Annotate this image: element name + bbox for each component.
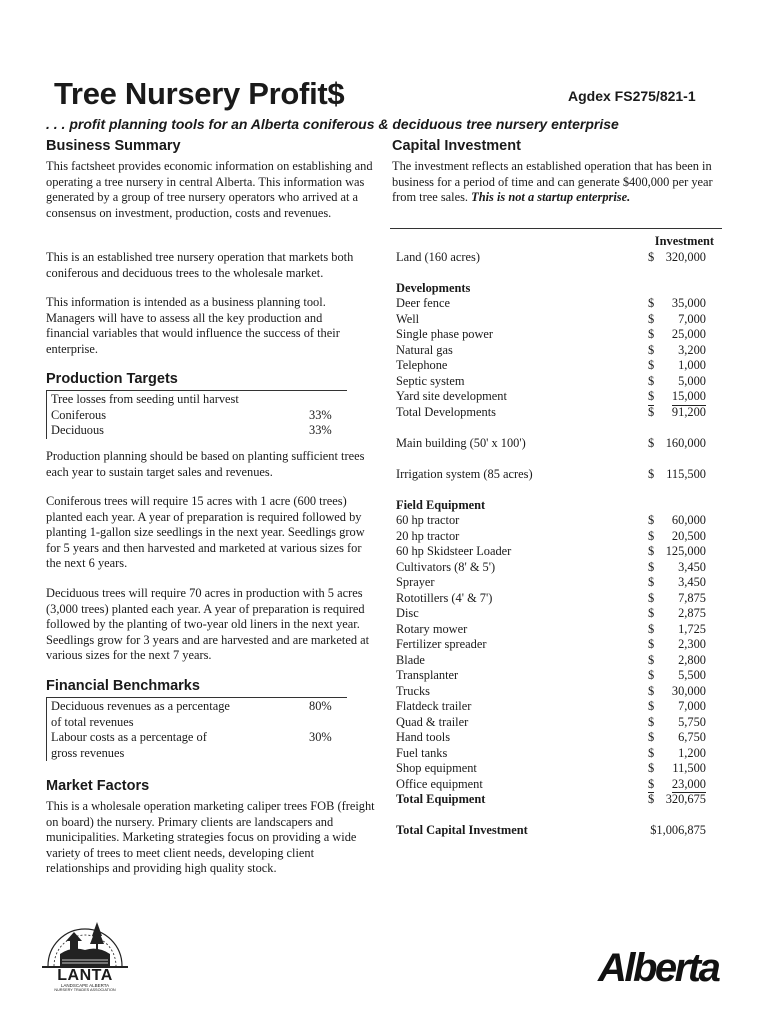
currency-symbol: $ bbox=[648, 683, 655, 698]
lanta-subtext-2: NURSERY TRADES ASSOCIATION bbox=[54, 988, 116, 992]
row-amount: 6,750 bbox=[678, 730, 706, 744]
row-label: Coniferous bbox=[51, 407, 107, 422]
row-label: Labour costs as a percentage of bbox=[51, 730, 207, 745]
row-amount: 2,875 bbox=[678, 606, 706, 620]
benchmarks-table bbox=[46, 697, 347, 761]
row-amount: 7,000 bbox=[678, 699, 706, 713]
currency-symbol: $ bbox=[648, 528, 655, 543]
row-amount: 30,000 bbox=[671, 683, 706, 698]
tree-losses-table bbox=[46, 390, 347, 439]
currency-symbol: $ bbox=[648, 621, 655, 636]
row-label: Deciduous bbox=[51, 423, 104, 438]
main-building-row bbox=[396, 436, 716, 452]
equipment-total-row bbox=[396, 792, 716, 808]
investment-column-header: Investment bbox=[654, 234, 714, 248]
table-row bbox=[396, 560, 716, 576]
row-amount: 3,450 bbox=[678, 575, 706, 589]
row-label: Hand tools bbox=[396, 730, 451, 744]
irrigation-row bbox=[396, 467, 716, 483]
currency-symbol: $ bbox=[648, 590, 655, 605]
currency-symbol: $ bbox=[648, 575, 655, 589]
row-label: Flatdeck trailer bbox=[396, 699, 472, 713]
table-row bbox=[396, 544, 716, 560]
row-amount: 35,000 bbox=[671, 296, 706, 310]
row-label: Rototillers (4' & 7') bbox=[396, 590, 493, 605]
row-label: Septic system bbox=[396, 373, 465, 388]
currency-symbol: $ bbox=[648, 637, 655, 651]
market-factors-paragraph: This is a wholesale operation marketing caliper trees FOB (freight on board) the nursery. Primary clients are landscapers and municipalities. Marketing strategies focus on providing a wide variety of trees to meet client needs, developing client relationships and providing high quality stock. bbox=[46, 799, 375, 876]
developments-heading: Developments bbox=[396, 280, 471, 295]
row-label: Irrigation system (85 acres) bbox=[396, 466, 533, 481]
row-amount: 25,000 bbox=[671, 327, 706, 341]
production-paragraph-3: Deciduous trees will require 70 acres in production with 5 acres (3,000 trees) planted each year. A year of preparation is required followed by the planting of two-year old liners in the next year. Seedlings grow for 3 years and are harvested and are marketed at various sizes for the next 7 years. bbox=[46, 586, 370, 663]
row-label: Yard site development bbox=[396, 389, 507, 403]
currency-symbol: $ bbox=[648, 513, 655, 527]
row-amount: 2,300 bbox=[678, 637, 706, 651]
row-label: 20 hp tractor bbox=[396, 528, 460, 543]
row-label: Sprayer bbox=[396, 575, 435, 589]
table-row bbox=[396, 684, 716, 700]
currency-symbol: $ bbox=[648, 466, 655, 481]
row-label: Fuel tanks bbox=[396, 745, 448, 760]
table-row bbox=[396, 358, 716, 374]
row-amount: 1,200 bbox=[678, 745, 706, 760]
agdex-number: Agdex FS275/821-1 bbox=[568, 88, 696, 104]
currency-symbol: $ bbox=[648, 699, 655, 713]
table-row bbox=[396, 343, 716, 359]
row-amount: $1,006,875 bbox=[650, 823, 706, 837]
developments-list bbox=[396, 296, 716, 405]
table-row bbox=[396, 668, 716, 684]
row-label: 60 hp Skidsteer Loader bbox=[396, 544, 512, 558]
row-label: Land (160 acres) bbox=[396, 249, 480, 264]
row-amount: 7,000 bbox=[678, 311, 706, 326]
currency-symbol: $ bbox=[648, 544, 655, 558]
field-equipment-list bbox=[396, 513, 716, 792]
market-factors-heading: Market Factors bbox=[46, 778, 150, 794]
capital-investment-heading: Capital Investment bbox=[392, 138, 521, 154]
row-amount: 60,000 bbox=[671, 513, 706, 527]
tagline: . . . profit planning tools for an Alberta coniferous & deciduous tree nursery enterprise bbox=[46, 116, 619, 132]
row-label: 60 hp tractor bbox=[396, 513, 460, 527]
row-value: 33% bbox=[309, 423, 332, 438]
currency-symbol: $ bbox=[648, 404, 655, 419]
table-row bbox=[396, 312, 716, 328]
row-label: Well bbox=[396, 311, 420, 326]
currency-symbol: $ bbox=[648, 389, 654, 406]
table-row bbox=[51, 699, 347, 715]
row-amount: 11,500 bbox=[672, 761, 706, 775]
table-row bbox=[396, 529, 716, 545]
currency-symbol: $ bbox=[648, 668, 655, 682]
table-row bbox=[51, 423, 347, 439]
financial-benchmarks-heading: Financial Benchmarks bbox=[46, 678, 200, 694]
lanta-text: LANTA bbox=[42, 966, 128, 984]
table-row bbox=[396, 374, 716, 390]
currency-symbol: $ bbox=[648, 373, 655, 388]
row-amount: 115,500 bbox=[666, 466, 706, 481]
production-paragraph-1: Production planning should be based on planting sufficient trees each year to sustain target sales and revenues. bbox=[46, 449, 365, 479]
developments-total-row bbox=[396, 405, 716, 421]
row-label: Total Equipment bbox=[396, 792, 486, 806]
row-value: 33% bbox=[309, 407, 332, 422]
row-label: Shop equipment bbox=[396, 761, 477, 775]
row-amount: 5,750 bbox=[678, 714, 706, 729]
page-title: Tree Nursery Profit$ bbox=[54, 76, 345, 111]
investment-column-header-row bbox=[396, 234, 716, 250]
row-amount: 20,500 bbox=[671, 528, 706, 543]
currency-symbol: $ bbox=[648, 730, 655, 744]
field-equipment-heading: Field Equipment bbox=[396, 497, 486, 512]
row-amount: 5,500 bbox=[678, 668, 706, 682]
total-capital-row bbox=[396, 823, 716, 839]
business-summary-paragraph-2: This is an established tree nursery operation that markets both coniferous and deciduous trees to the wholesale market. bbox=[46, 250, 354, 280]
currency-symbol: $ bbox=[648, 714, 655, 729]
currency-symbol: $ bbox=[648, 606, 655, 620]
row-label: Single phase power bbox=[396, 327, 494, 341]
table-row bbox=[396, 513, 716, 529]
tree-losses-title: Tree losses from seeding until harvest bbox=[51, 392, 239, 406]
land-row bbox=[396, 250, 716, 266]
table-row bbox=[396, 606, 716, 622]
row-amount: 3,450 bbox=[678, 559, 706, 574]
table-row bbox=[396, 730, 716, 746]
row-label: Quad & trailer bbox=[396, 714, 469, 729]
table-row bbox=[51, 730, 347, 746]
row-amount: 91,200 bbox=[671, 404, 706, 419]
table-row bbox=[396, 296, 716, 312]
row-label: Fertilizer spreader bbox=[396, 637, 487, 651]
alberta-logo: Alberta bbox=[598, 946, 719, 990]
table-row bbox=[396, 575, 716, 591]
currency-symbol: $ bbox=[648, 358, 655, 372]
production-paragraph-2: Coniferous trees will require 15 acres with 1 acre (600 trees) planted each year. A year of preparation is required followed by planting 1-gallon size seedlings in the next year. Seedlings grow for 5 years and then harvested and marketed at various sizes for the next 6 years. bbox=[46, 494, 365, 571]
row-amount: 1,000 bbox=[678, 358, 706, 372]
row-amount: 15,000 bbox=[672, 389, 706, 406]
currency-symbol: $ bbox=[648, 777, 654, 794]
row-amount: 320,000 bbox=[665, 249, 706, 264]
table-row bbox=[51, 408, 347, 424]
row-value: 30% bbox=[309, 730, 332, 745]
currency-symbol: $ bbox=[648, 435, 655, 450]
table-row bbox=[396, 637, 716, 653]
row-amount: 7,875 bbox=[678, 590, 706, 605]
currency-symbol: $ bbox=[648, 327, 655, 341]
lanta-subtext-1: LANDSCAPE ALBERTA bbox=[60, 983, 110, 988]
row-label: Deer fence bbox=[396, 296, 450, 310]
table-row bbox=[396, 622, 716, 638]
row-label: Trucks bbox=[396, 683, 430, 698]
row-value: 80% bbox=[309, 699, 332, 713]
currency-symbol: $ bbox=[648, 792, 655, 806]
table-row bbox=[396, 591, 716, 607]
row-label: Office equipment bbox=[396, 776, 483, 791]
business-summary-paragraph-1: This factsheet provides economic information on establishing and operating a tree nursery in central Alberta. This information was generated by a group of tree nursery operators who arrived at a consensus on investment, production, costs and revenues. bbox=[46, 159, 373, 220]
currency-symbol: $ bbox=[648, 559, 655, 574]
currency-symbol: $ bbox=[648, 761, 655, 775]
row-amount: 160,000 bbox=[665, 435, 706, 450]
table-row bbox=[396, 699, 716, 715]
lanta-logo bbox=[42, 910, 128, 992]
row-amount: 125,000 bbox=[665, 544, 706, 558]
currency-symbol: $ bbox=[648, 311, 655, 326]
table-row bbox=[396, 777, 716, 793]
production-targets-heading: Production Targets bbox=[46, 371, 178, 387]
capital-investment-intro bbox=[392, 159, 722, 206]
row-label: Cultivators (8' & 5') bbox=[396, 559, 496, 574]
row-amount: 23,000 bbox=[672, 777, 706, 794]
row-label: Total Developments bbox=[396, 404, 496, 419]
row-label-continued: gross revenues bbox=[51, 745, 125, 760]
table-row bbox=[396, 746, 716, 762]
row-label: Telephone bbox=[396, 358, 448, 372]
row-amount: 320,675 bbox=[665, 792, 706, 806]
currency-symbol: $ bbox=[648, 249, 655, 264]
row-label: Total Capital Investment bbox=[396, 823, 528, 837]
row-label: Blade bbox=[396, 652, 425, 667]
lanta-emblem-icon bbox=[42, 910, 128, 970]
currency-symbol: $ bbox=[648, 342, 655, 357]
business-summary-paragraph-3: This information is intended as a business planning tool. Managers will have to assess all the key production and financial variables that would influence the success of their enterprise. bbox=[46, 295, 340, 356]
intro-emphasis: This is not a startup enterprise. bbox=[471, 190, 631, 205]
row-label: Main building (50' x 100') bbox=[396, 435, 526, 450]
investment-table bbox=[396, 234, 716, 839]
row-label: Natural gas bbox=[396, 342, 453, 357]
row-label: Deciduous revenues as a percentage bbox=[51, 699, 230, 713]
currency-symbol: $ bbox=[648, 745, 655, 760]
row-amount: 2,800 bbox=[678, 652, 706, 667]
currency-symbol: $ bbox=[648, 652, 655, 667]
row-label: Rotary mower bbox=[396, 621, 468, 636]
table-row bbox=[396, 653, 716, 669]
business-summary-heading: Business Summary bbox=[46, 138, 181, 154]
row-amount: 3,200 bbox=[678, 342, 706, 357]
table-row bbox=[396, 327, 716, 343]
table-row bbox=[396, 715, 716, 731]
row-amount: 1,725 bbox=[678, 621, 706, 636]
currency-symbol: $ bbox=[648, 296, 655, 310]
row-label: Disc bbox=[396, 606, 419, 620]
row-amount: 5,000 bbox=[678, 373, 706, 388]
table-row bbox=[396, 761, 716, 777]
investment-table-rule bbox=[390, 228, 722, 229]
row-label-continued: of total revenues bbox=[51, 714, 134, 729]
table-row bbox=[396, 389, 716, 405]
intro-text: The investment reflects an established operation that has been in business for a period of time and can generate $400,000 per year from tree sales. bbox=[392, 159, 713, 205]
row-label: Transplanter bbox=[396, 668, 459, 682]
